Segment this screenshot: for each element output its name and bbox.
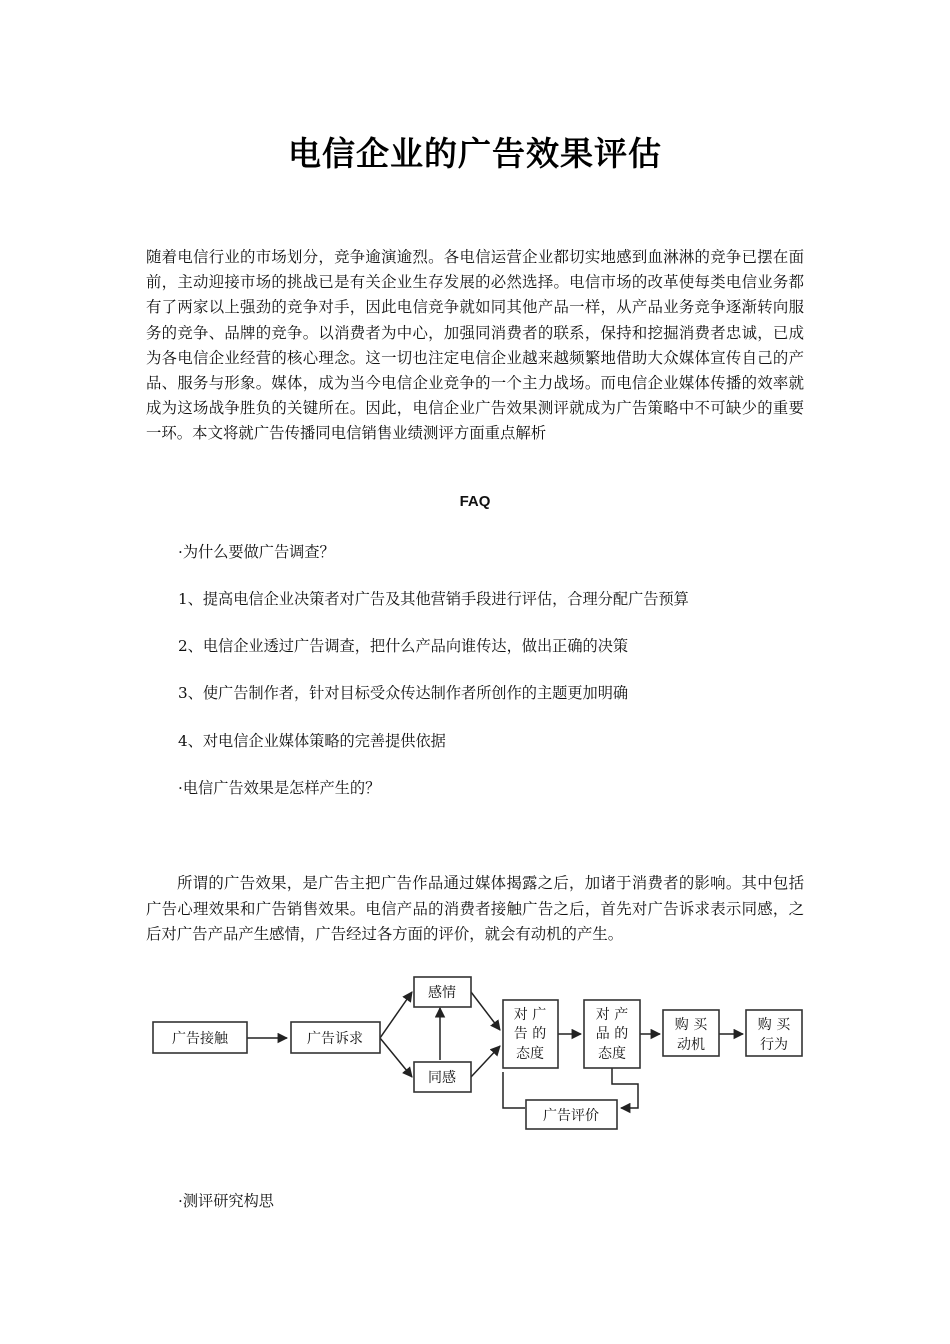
svg-text:购 买: 购 买 — [757, 1017, 791, 1033]
svg-text:对 广: 对 广 — [513, 1007, 547, 1023]
node-ad-evaluation — [526, 1100, 617, 1129]
svg-text:告 的: 告 的 — [513, 1026, 547, 1042]
svg-text:同感: 同感 — [428, 1070, 456, 1086]
effect-paragraph: 所谓的广告效果，是广告主把广告作品通过媒体揭露之后，加诸于消费者的影响。其中包括广告心理效果和广告销售效果。电信产品的消费者接触广告之后，首先对广告诉求表示同感，之后对广告产品产生感情，广告经过各方面的评价，就会有动机的产生。 — [146, 874, 804, 943]
node-ad-appeal — [291, 1022, 380, 1053]
svg-text:行为: 行为 — [760, 1037, 788, 1053]
svg-text:感情: 感情 — [428, 985, 456, 1001]
svg-text:对 产: 对 产 — [595, 1007, 629, 1023]
svg-text:态度: 态度 — [598, 1046, 626, 1062]
question-why-survey: ·为什么要做广告调查？ — [178, 543, 335, 561]
node-empathy — [414, 1062, 471, 1092]
reason-item-2: 2、电信企业透过广告调查，把什么产品向谁传达，做出正确的决策 — [178, 637, 629, 655]
ad-effect-flow-diagram — [0, 960, 950, 1150]
svg-text:动机: 动机 — [677, 1037, 705, 1053]
node-emotion — [414, 977, 471, 1007]
node-ad-attitude — [503, 1000, 558, 1068]
document-title: 电信企业的广告效果评估 — [288, 134, 662, 173]
svg-text:态度: 态度 — [516, 1046, 544, 1062]
question-how-effect: ·电信广告效果是怎样产生的？ — [178, 779, 381, 797]
svg-text:广告诉求: 广告诉求 — [307, 1031, 363, 1047]
node-purchase-motive — [663, 1010, 719, 1056]
svg-text:广告接触: 广告接触 — [172, 1031, 228, 1047]
svg-text:品 的: 品 的 — [595, 1026, 629, 1042]
svg-text:广告评价: 广告评价 — [543, 1108, 599, 1124]
intro-paragraph: 随着电信行业的市场划分，竞争逾演逾烈。各电信运营企业都切实地感到血淋淋的竞争已摆在面前，主动迎接市场的挑战已是有关企业生存发展的必然选择。电信市场的改革使每类电信业务都有了两家以上强劲的竞争对手，因此电信竞争就如同其他产品一样，从产品业务竞争逐渐转向服务的竞争、品牌的竞争。以消费者为中心，加强同消费者的联系，保持和挖掘消费者忠诚，已成为各电信企业经营的核心理念。这一切也注定电信企业越来越频繁地借助大众媒体宣传自己的产品、服务与形象。媒体，成为当今电信企业竞争的一个主力战场。而电信企业媒体传播的效率就成为这场战争胜负的关键所在。因此，电信企业广告效果测评就成为广告策略中不可缺少的重要一环。本文将就广告传播同电信销售业绩测评方面重点解析 — [146, 248, 804, 443]
node-purchase-behavior — [746, 1010, 802, 1056]
svg-text:购 买: 购 买 — [674, 1017, 708, 1033]
reason-item-1: 1、提高电信企业决策者对广告及其他营销手段进行评估，合理分配广告预算 — [178, 590, 689, 608]
reason-item-3: 3、使广告制作者，针对目标受众传达制作者所创作的主题更加明确 — [178, 684, 629, 702]
faq-heading: FAQ — [459, 493, 491, 510]
node-product-attitude — [584, 1000, 640, 1068]
reason-item-4: 4、对电信企业媒体策略的完善提供依据 — [178, 732, 446, 750]
node-ad-contact — [153, 1022, 247, 1053]
question-research-design: ·测评研究构思 — [178, 1192, 274, 1210]
